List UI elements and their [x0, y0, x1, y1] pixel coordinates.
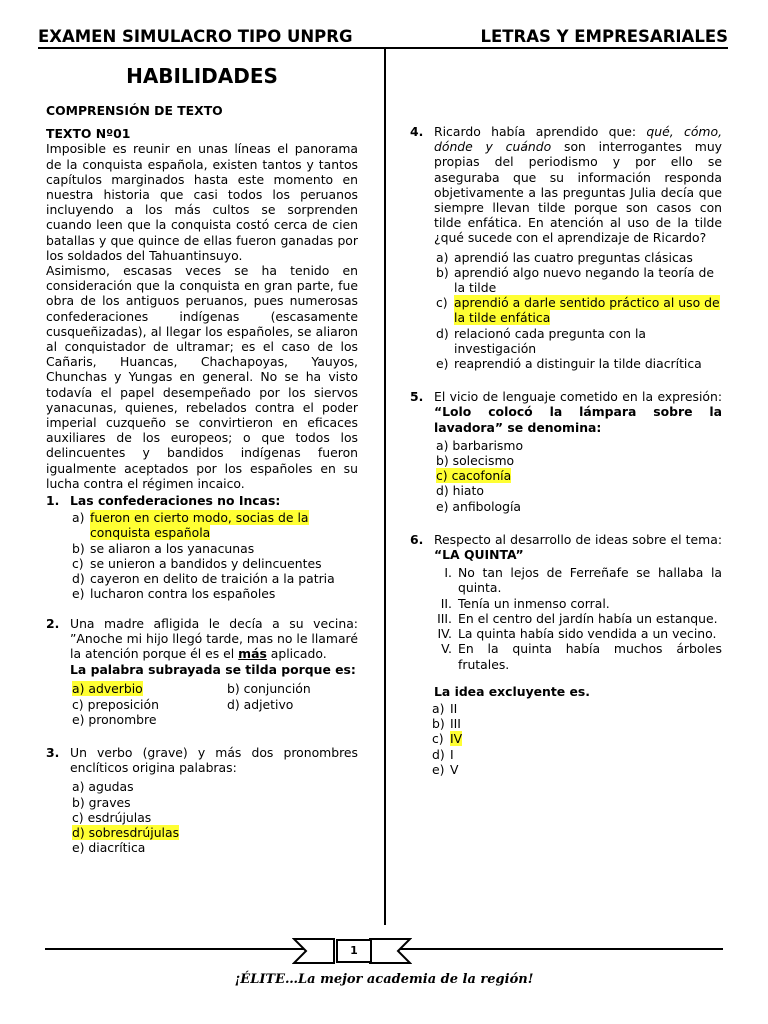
- question-5: [410, 389, 722, 435]
- footer-motto: ¡ÉLITE…La mejor academia de la región!: [234, 972, 534, 987]
- question-6-statements: [410, 565, 722, 671]
- option-text: fueron en cierto modo, socias de la conquista española: [90, 510, 309, 541]
- question-stem-bold: “LA QUINTA”: [434, 547, 524, 563]
- option-text: se aliaron a los yanacunas: [90, 540, 255, 556]
- option-c[interactable]: [432, 731, 722, 746]
- option-b[interactable]: [72, 541, 358, 556]
- statement-text: Tenía un inmenso corral.: [458, 595, 610, 611]
- question-5-options: [410, 438, 722, 514]
- option-d[interactable]: d) hiato: [436, 483, 484, 499]
- question-1: [46, 493, 358, 508]
- column-divider: [384, 49, 386, 925]
- roman-numeral: II.: [440, 595, 452, 611]
- question-stem-end: aplicado.: [266, 645, 327, 661]
- option-text: aprendió las cuatro preguntas clásicas: [454, 249, 693, 265]
- text-label: TEXTO Nº01: [46, 126, 131, 142]
- question-number: 6.: [410, 531, 424, 547]
- exam-title: EXAMEN SIMULACRO TIPO UNPRG: [38, 27, 353, 46]
- option-key: e): [432, 761, 445, 777]
- option-c[interactable]: [72, 556, 358, 571]
- subsection-title: COMPRENSIÓN DE TEXTO: [46, 103, 223, 118]
- option-c[interactable]: c) preposición: [72, 696, 159, 712]
- option-key: b): [432, 716, 445, 732]
- text-paragraph-1: Imposible es reunir en unas líneas el panorama de la conquista española, existen tantos y tantos capítulos marginados hasta este momento en nuestra historia que casi todos los peruanos incluyendo a los más cultos se sorprenden cuando leen que la conquista costó cerca de cien batallas y que quince de ellas fueron ganadas por los soldados del Tahuantinsuyo.: [46, 141, 358, 263]
- statement-text: No tan lejos de Ferreñafe se hallaba la quinta.: [458, 565, 722, 596]
- statement-1: [410, 565, 722, 595]
- option-e[interactable]: [72, 586, 358, 601]
- footer-rule-left: [45, 948, 307, 950]
- question-stem: Las confederaciones no Incas:: [70, 493, 281, 509]
- statement-4: [410, 626, 722, 641]
- question-number: 4.: [410, 124, 424, 139]
- option-key: e): [72, 586, 85, 602]
- header-rule: [38, 47, 728, 49]
- option-a[interactable]: [72, 510, 358, 540]
- option-e[interactable]: e) diacrítica: [72, 840, 146, 856]
- question-number: 5.: [410, 389, 424, 405]
- statement-text: La quinta había sido vendida a un vecino.: [458, 626, 717, 642]
- question-2-options: [46, 681, 358, 727]
- option-text: reaprendió a distinguir la tilde diacrítica: [454, 356, 702, 372]
- option-key: b): [72, 540, 85, 556]
- option-text: III: [450, 716, 461, 732]
- option-text: V: [450, 761, 459, 777]
- exam-area: LETRAS Y EMPRESARIALES: [480, 27, 728, 46]
- option-e[interactable]: [432, 762, 722, 777]
- option-d[interactable]: d) sobresdrújulas: [72, 824, 180, 840]
- option-a[interactable]: [432, 701, 722, 716]
- right-column: [410, 124, 722, 777]
- option-d[interactable]: [436, 326, 722, 356]
- option-c[interactable]: c) cacofonía: [436, 468, 512, 484]
- option-text: II: [450, 700, 458, 716]
- option-key: a): [436, 249, 449, 265]
- option-e[interactable]: e) anfibología: [436, 498, 522, 514]
- option-b[interactable]: [432, 716, 722, 731]
- option-c[interactable]: c) esdrújulas: [72, 809, 152, 825]
- option-d[interactable]: [432, 747, 722, 762]
- option-text: cayeron en delito de traición a la patria: [90, 571, 335, 587]
- option-key: d): [436, 325, 449, 341]
- question-stem: Respecto al desarrollo de ideas sobre el tema:: [434, 531, 722, 547]
- question-prompt: La palabra subrayada se tilda porque es:: [70, 662, 356, 678]
- underlined-word: más: [238, 645, 267, 661]
- option-key: c): [72, 555, 84, 571]
- left-column: [46, 62, 358, 855]
- question-6-prompt: La idea excluyente es.: [434, 683, 591, 699]
- question-6-options: [410, 701, 722, 777]
- option-b[interactable]: b) conjunción: [227, 681, 311, 697]
- roman-numeral: III.: [437, 610, 452, 626]
- option-a[interactable]: a) agudas: [72, 779, 134, 795]
- question-stem: El vicio de lenguaje cometido en la expresión:: [434, 389, 722, 405]
- question-stem: Una madre afligida le decía a su vecina: ”Anoche mi hijo llegó tarde, mas no le llamaré la atención porque él es el: [70, 615, 358, 661]
- question-stem: Ricardo había aprendido que:: [434, 124, 647, 139]
- option-key: b): [436, 264, 449, 280]
- option-b[interactable]: b) graves: [72, 794, 131, 810]
- option-key: c): [436, 295, 448, 311]
- option-e[interactable]: e) pronombre: [72, 711, 157, 727]
- option-d[interactable]: [72, 571, 358, 586]
- option-a[interactable]: a) adverbio: [72, 681, 143, 697]
- option-text: se unieron a bandidos y delincuentes: [90, 555, 322, 571]
- statement-text: En la quinta había muchos árboles frutales.: [458, 641, 722, 672]
- text-paragraph-2: Asimismo, escasas veces se ha tenido en consideración que la conquista en gran parte, fue obra de los antiguos peruanos, pues numerosas confederaciones indígenas (escasamente cusqueñizadas), al llegar los españoles, se aliaron al conquistador de ultramar; es el caso de los Cañaris, Huancas, Chachapoyas, Yauyos, Chunchas y Yungas en general. No se ha visto todavía el papel desempeñado por los siervos yanacunas, quienes, rebelados contra el poder imperial cuzqueño se convirtieron en eficaces auxiliares de los europeos; o que todos los delincuentes y bandidos indígenas fueron igualmente aceptados por los españoles en su lucha contra el régimen incaico.: [46, 263, 358, 491]
- question-2: [46, 616, 358, 678]
- question-3-options: [46, 779, 358, 855]
- question-number: 1.: [46, 493, 60, 509]
- option-a[interactable]: [436, 250, 722, 265]
- question-4: [410, 124, 722, 246]
- option-key: d): [432, 746, 445, 762]
- question-3: [46, 745, 358, 775]
- question-4-options: [410, 250, 722, 372]
- roman-numeral: V.: [441, 641, 452, 657]
- section-title: HABILIDADES: [126, 64, 278, 88]
- option-key: d): [72, 571, 85, 587]
- option-key: a): [432, 700, 445, 716]
- question-number: 2.: [46, 615, 60, 631]
- question-1-options: [46, 510, 358, 601]
- option-b[interactable]: b) solecismo: [436, 453, 515, 469]
- option-text: I: [450, 746, 454, 762]
- page-number: 1: [336, 939, 372, 963]
- question-stem-italic: qué, cómo, dónde y cuándo: [434, 124, 723, 155]
- option-text: relacionó cada pregunta con la investigación: [454, 325, 646, 356]
- question-stem: Un verbo (grave) y más dos pronombres enclíticos origina palabras:: [70, 744, 358, 776]
- option-text: lucharon contra los españoles: [90, 586, 276, 602]
- statement-3: [410, 611, 722, 626]
- option-text: aprendió algo nuevo negando la teoría de la tilde: [454, 264, 714, 296]
- option-c[interactable]: [436, 295, 722, 325]
- option-key: e): [436, 356, 449, 372]
- question-stem-bold: “Lolo colocó la lámpara sobre la lavadora” se denomina:: [434, 404, 722, 435]
- question-number: 3.: [46, 744, 60, 760]
- option-key: a): [72, 510, 85, 526]
- question-stem-end: son interrogantes muy propias del periodismo y por ello se aseguraba que su información responda objetivamente a las preguntas Julia decía que siempre llevan tilde porque son casos con tilde enfática. En atención al uso de la tilde ¿qué sucede con el aprendizaje de Ricardo?: [434, 139, 723, 246]
- option-b[interactable]: [436, 265, 722, 295]
- option-e[interactable]: [436, 356, 722, 371]
- option-key: c): [432, 731, 444, 747]
- question-6: [410, 532, 722, 562]
- statement-2: [410, 596, 722, 611]
- roman-numeral: I.: [444, 565, 452, 581]
- page-header: [38, 27, 728, 49]
- option-text: IV: [450, 731, 463, 747]
- statement-text: En el centro del jardín había un estanque.: [458, 610, 718, 626]
- footer-rule-right: [398, 948, 723, 950]
- roman-numeral: IV.: [437, 626, 452, 642]
- option-d[interactable]: d) adjetivo: [227, 696, 294, 712]
- option-a[interactable]: a) barbarismo: [436, 437, 524, 453]
- option-text: aprendió a darle sentido práctico al uso de la tilde enfática: [454, 295, 720, 326]
- statement-5: [410, 641, 722, 671]
